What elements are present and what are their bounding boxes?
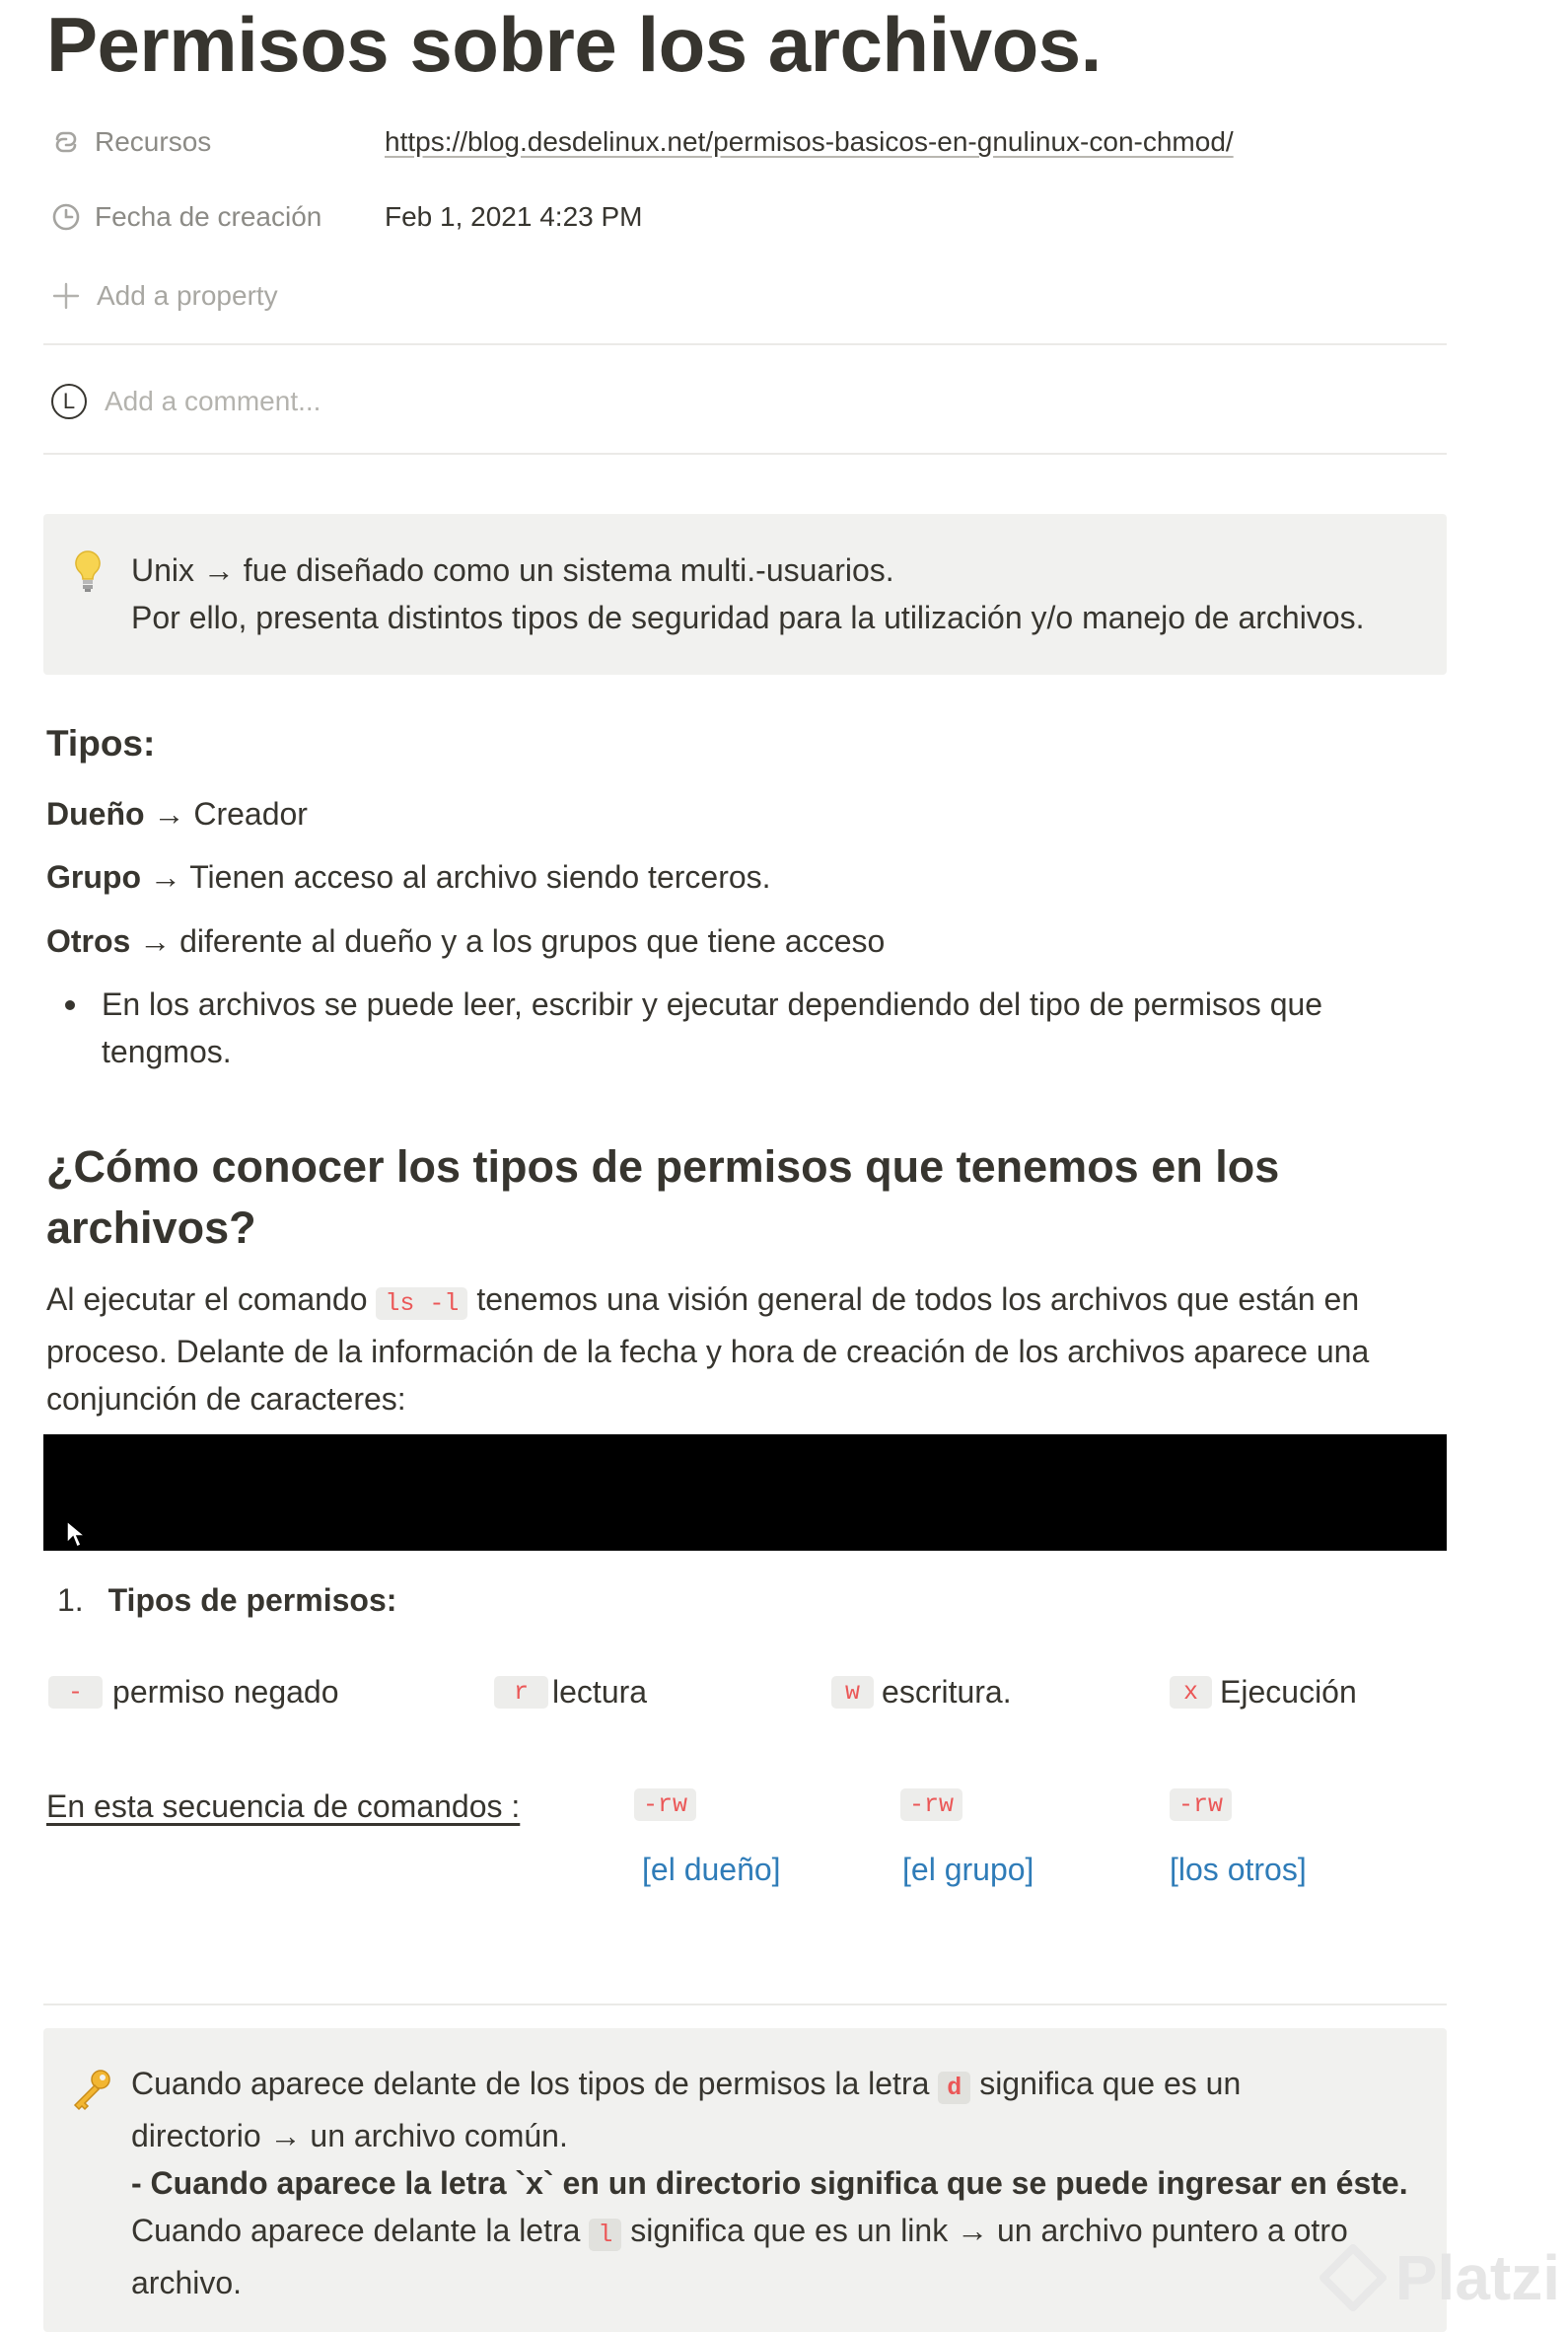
tipo-label: Otros <box>46 923 131 959</box>
secuencia-code-dueno <box>634 1790 696 1819</box>
add-property-label: Add a property <box>97 280 278 311</box>
permiso-lectura <box>494 1674 647 1711</box>
callout-line <box>131 2207 1408 2259</box>
text-span: Al ejecutar el comando <box>46 1281 377 1317</box>
callout-directorio <box>43 2028 1447 2332</box>
tipo-label: Grupo <box>46 859 141 895</box>
inline-code: -rw <box>634 1788 696 1821</box>
platzi-logo-icon <box>1319 2243 1388 2312</box>
permiso-negado <box>48 1674 339 1711</box>
add-property-button[interactable] <box>51 274 278 318</box>
paragraph-line: conjunción de caracteres: <box>46 1381 406 1417</box>
bullet-item <box>102 981 1322 1075</box>
permiso-label: lectura <box>552 1674 648 1710</box>
label-el-dueno: [el dueño] <box>642 1852 781 1887</box>
secuencia-code-otros <box>1170 1790 1232 1819</box>
heading-line: archivos? <box>46 1202 256 1253</box>
avatar: L <box>51 384 87 419</box>
tipo-dueno <box>46 790 308 838</box>
bullet-line: En los archivos se puede leer, escribir y ejecutar dependiendo del tipo de permisos que <box>102 986 1323 1022</box>
tipo-desc: → Tienen acceso al archivo siendo terceros. <box>140 859 771 895</box>
numbered-list-item <box>57 1582 396 1619</box>
property-fecha-creacion[interactable] <box>51 195 643 239</box>
list-number: 1. <box>57 1582 84 1618</box>
terminal-line <box>43 1549 1447 1551</box>
inline-code: -rw <box>1170 1788 1232 1821</box>
label-el-grupo: [el grupo] <box>902 1852 1034 1887</box>
secuencia-label: En esta secuencia de comandos : <box>46 1788 521 1824</box>
permiso-label: escritura. <box>882 1674 1012 1710</box>
callout-line: directorio → un archivo común. <box>131 2118 568 2153</box>
permiso-label: permiso negado <box>112 1674 339 1710</box>
secuencia-code-grupo <box>900 1790 962 1819</box>
callout-unix <box>43 514 1447 675</box>
clock-icon <box>51 202 81 232</box>
cursor-icon <box>65 1519 87 1549</box>
callout-line: Unix → fue diseñado como un sistema multi.-usuarios. <box>131 552 894 588</box>
text-span: Cuando aparece delante de los tipos de permisos la letra <box>131 2066 939 2101</box>
list-label: Tipos de permisos: <box>107 1582 397 1618</box>
platzi-watermark <box>1319 2241 1560 2314</box>
permiso-label: Ejecución <box>1220 1674 1357 1710</box>
key-icon <box>69 2068 114 2111</box>
paragraph-line <box>46 1275 1369 1328</box>
callout-line: archivo. <box>131 2265 243 2300</box>
bullet-line: tengmos. <box>102 1034 232 1069</box>
bullet-dot <box>65 1000 75 1010</box>
text-span: significa que es un link → un archivo puntero a otro <box>621 2213 1348 2248</box>
inline-code: r <box>494 1676 548 1709</box>
inline-code: d <box>938 2072 970 2104</box>
divider <box>43 343 1447 345</box>
inline-code: - <box>48 1676 103 1709</box>
property-name-fecha: Fecha de creación <box>95 201 322 232</box>
fecha-creacion-value: Feb 1, 2021 4:23 PM <box>385 201 643 232</box>
comment-input[interactable]: Add a comment... <box>105 386 321 416</box>
paragraph-line: proceso. Delante de la información de la fecha y hora de creación de los archivos aparece una <box>46 1334 1370 1369</box>
inline-code: l <box>589 2219 621 2251</box>
heading-line: ¿Cómo conocer los tipos de permisos que tenemos en los <box>46 1141 1280 1192</box>
tipo-grupo <box>46 853 771 901</box>
watermark-text: Platzi <box>1394 2242 1560 2313</box>
comment-row[interactable] <box>51 380 321 423</box>
text-span: significa que es un <box>970 2066 1242 2101</box>
inline-code: ls -l <box>376 1287 467 1320</box>
text-span: tenemos una visión general de todos los archivos que están en <box>467 1281 1360 1317</box>
plus-icon <box>51 281 81 311</box>
label-los-otros: [los otros] <box>1170 1852 1307 1887</box>
tipos-heading: Tipos: <box>46 723 156 764</box>
divider <box>43 453 1447 455</box>
callout-line: Por ello, presenta distintos tipos de seguridad para la utilización y/o manejo de archivos. <box>131 600 1365 635</box>
text-span: Cuando aparece delante la letra <box>131 2213 590 2248</box>
callout-line <box>131 2060 1408 2112</box>
page-title[interactable]: Permisos sobre los archivos. <box>46 1 1102 88</box>
tipo-label: Dueño <box>46 796 145 832</box>
recursos-link[interactable]: https://blog.desdelinux.net/permisos-basicos-en-gnulinux-con-chmod/ <box>385 126 1234 157</box>
section-paragraph <box>46 1275 1369 1422</box>
link-icon <box>51 127 81 157</box>
inline-code: -rw <box>900 1788 962 1821</box>
divider <box>43 2004 1447 2005</box>
lightbulb-icon <box>73 549 103 593</box>
tipo-otros <box>46 917 885 965</box>
tipo-desc: → diferente al dueño y a los grupos que tiene acceso <box>130 923 886 959</box>
property-recursos[interactable] <box>51 120 1234 164</box>
inline-code: x <box>1170 1676 1212 1709</box>
inline-code: w <box>831 1676 874 1709</box>
tipo-desc: → Creador <box>144 796 308 832</box>
permiso-escritura <box>831 1674 1012 1711</box>
property-name-recursos: Recursos <box>95 126 212 157</box>
terminal-screenshot <box>43 1434 1447 1551</box>
section-heading <box>46 1136 1279 1259</box>
permiso-ejecucion <box>1170 1674 1357 1711</box>
callout-line: - Cuando aparece la letra `x` en un directorio significa que se puede ingresar en éste. <box>131 2165 1408 2201</box>
